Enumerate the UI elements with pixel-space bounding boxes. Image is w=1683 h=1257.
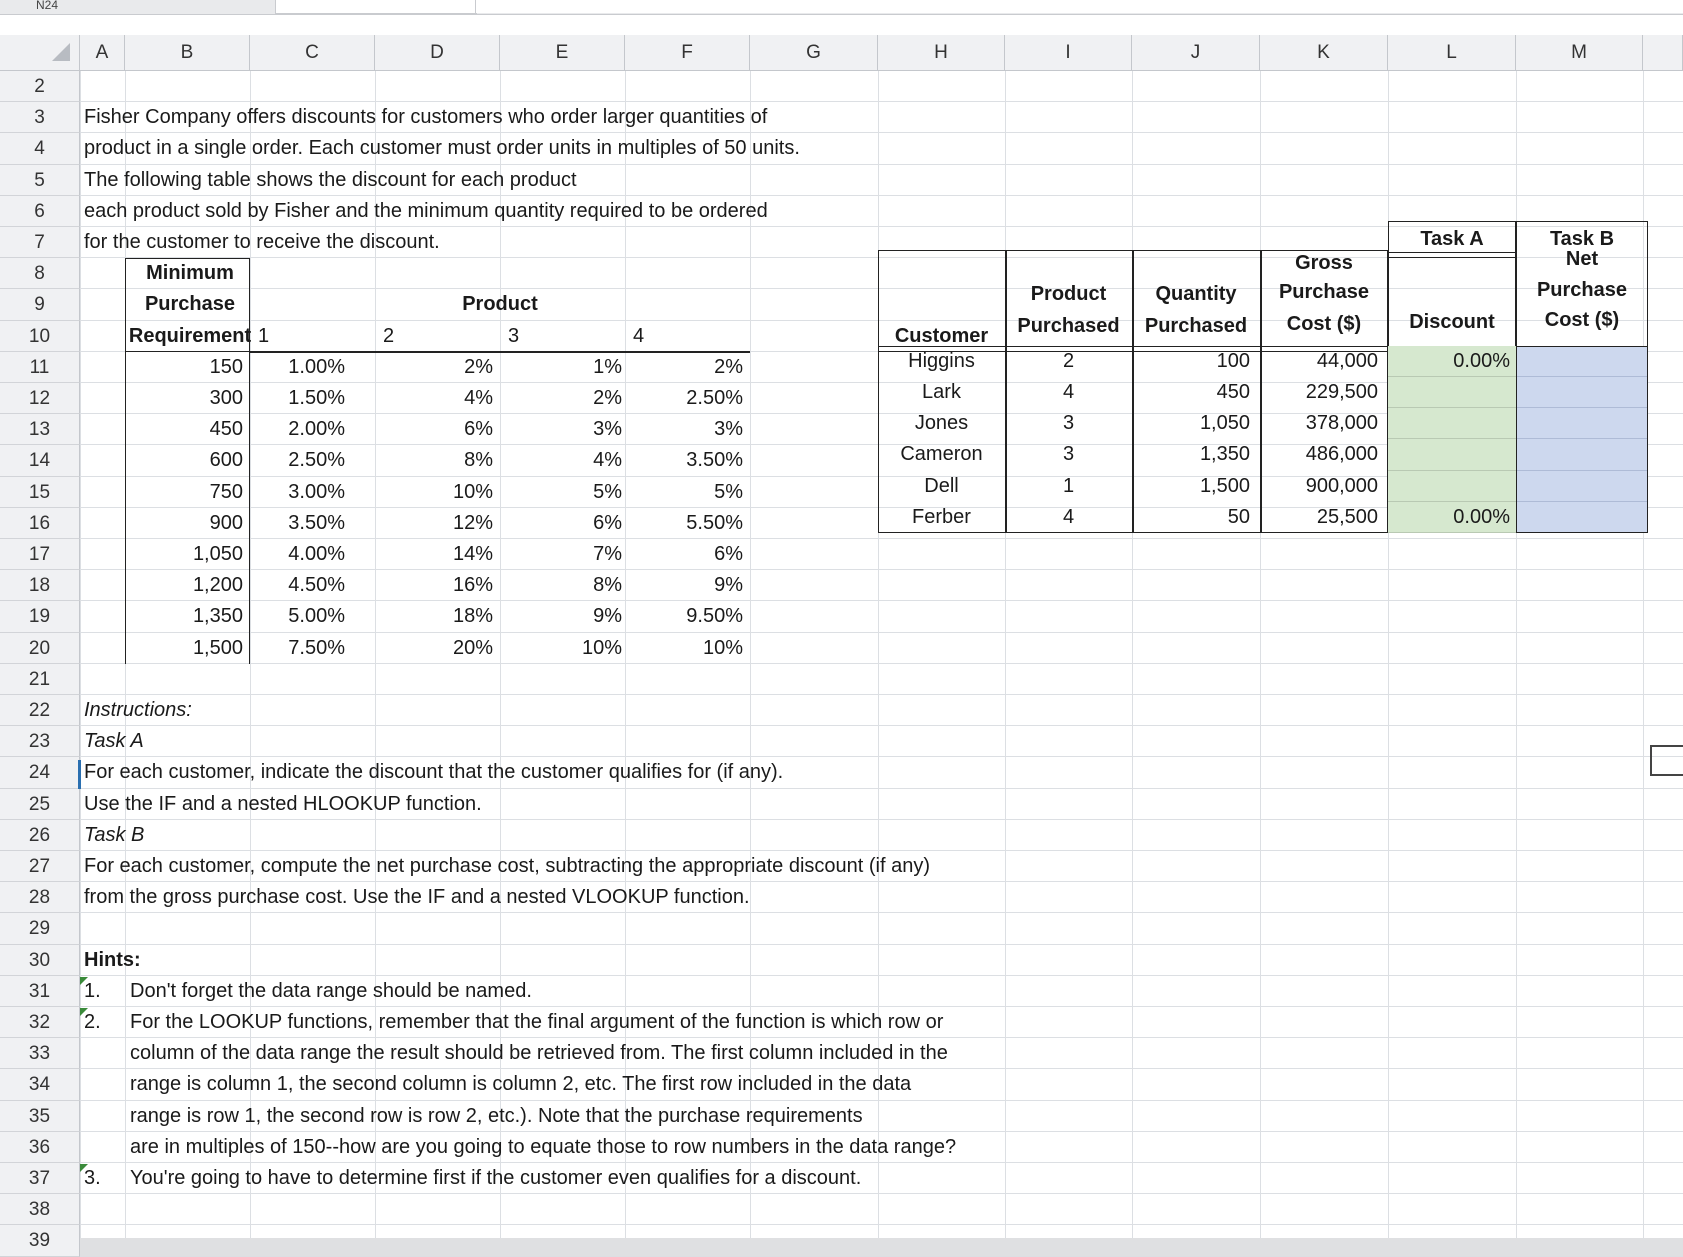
header-quantity-1: Quantity — [1155, 283, 1237, 306]
active-cell-n24[interactable] — [1650, 745, 1683, 776]
task-b-instruction: For each customer, compute the net purchase cost, subtracting the appropriate discount (if any) — [84, 855, 931, 877]
header-product: Product — [462, 293, 538, 316]
hint-text-line: You're going to have to determine first if the customer even qualifies for a discount. — [130, 1167, 862, 1189]
column-header-f[interactable]: F — [625, 35, 750, 71]
hint-number: 3. — [84, 1167, 101, 1189]
column-header-i[interactable]: I — [1005, 35, 1132, 71]
product-2-discount[interactable]: 2% — [464, 355, 493, 378]
hint-text-line: range is row 1, the second row is row 2, etc.). Note that the purchase requirements — [130, 1104, 863, 1127]
row-header-36[interactable]: 36 — [0, 1132, 80, 1163]
column-header-g[interactable]: G — [750, 35, 878, 71]
product-3-discount[interactable]: 7% — [593, 543, 622, 565]
error-indicator-icon[interactable] — [80, 1008, 88, 1016]
header-discount: Discount — [1409, 310, 1495, 333]
product-purchased[interactable]: 4 — [1062, 381, 1075, 403]
product-4-discount[interactable]: 3.50% — [686, 449, 743, 472]
discount-value[interactable]: 0.00% — [1453, 349, 1510, 372]
product-3-discount[interactable]: 4% — [593, 449, 622, 472]
row-header-9[interactable]: 9 — [0, 289, 80, 320]
customer-name[interactable]: Jones — [914, 412, 969, 435]
product-3-discount[interactable]: 3% — [593, 418, 622, 441]
customer-col-divider — [1005, 250, 1007, 533]
header-net-3: Cost ($) — [1544, 308, 1620, 331]
intro-text-line: for the customer to receive the discount. — [84, 231, 440, 253]
header-customer: Customer — [894, 324, 989, 347]
product-2-discount[interactable]: 12% — [452, 511, 493, 534]
row-header-38[interactable]: 38 — [0, 1194, 80, 1225]
task-a-instruction: Use the IF and a nested HLOOKUP function. — [84, 792, 482, 815]
product-1-discount[interactable]: 3.00% — [288, 480, 345, 503]
product-4-discount[interactable]: 9.50% — [686, 605, 743, 628]
error-indicator-icon[interactable] — [80, 977, 88, 985]
formula-bar — [0, 0, 1683, 15]
min-requirement-value[interactable]: 450 — [209, 418, 243, 441]
product-purchased[interactable]: 4 — [1062, 505, 1075, 528]
product-1-discount[interactable]: 4.00% — [288, 543, 345, 565]
row-header-15[interactable]: 15 — [0, 477, 80, 508]
product-purchased[interactable]: 3 — [1062, 412, 1075, 435]
customer-name[interactable]: Dell — [924, 474, 959, 497]
product-3-discount[interactable]: 6% — [593, 511, 622, 534]
column-header-m[interactable]: M — [1516, 35, 1643, 71]
product-1-discount[interactable]: 2.00% — [288, 418, 345, 441]
row-header-18[interactable]: 18 — [0, 570, 80, 601]
row-header-39[interactable]: 39 — [0, 1225, 80, 1256]
min-requirement-value[interactable]: 1,200 — [192, 574, 243, 597]
row-header-19[interactable]: 19 — [0, 601, 80, 632]
row-header-5[interactable]: 5 — [0, 165, 80, 196]
min-requirement-value[interactable]: 750 — [209, 480, 243, 503]
row-header-29[interactable]: 29 — [0, 913, 80, 944]
min-requirement-value[interactable]: 150 — [209, 355, 243, 378]
product-id-1: 1 — [258, 324, 270, 347]
intro-text-line: product in a single order. Each customer must order units in multiples of 50 units. — [84, 137, 800, 160]
gridline-h — [80, 944, 1683, 945]
gross-purchase-cost[interactable]: 229,500 — [1305, 381, 1378, 403]
min-requirement-value[interactable]: 1,350 — [192, 605, 243, 628]
header-quantity-2: Purchased — [1144, 314, 1248, 337]
product-3-discount[interactable]: 9% — [593, 605, 622, 628]
row-header-37[interactable]: 37 — [0, 1163, 80, 1194]
intro-text-line: The following table shows the discount for each product — [84, 168, 577, 191]
task-a-label: Task A — [1420, 228, 1484, 250]
min-req-header-box — [125, 258, 250, 352]
header-gross-1: Gross — [1295, 252, 1353, 275]
product-2-discount[interactable]: 14% — [452, 543, 493, 565]
gridline-h — [80, 694, 1683, 695]
product-2-discount[interactable]: 4% — [464, 387, 493, 409]
product-purchased[interactable]: 3 — [1062, 443, 1075, 466]
error-indicator-icon[interactable] — [80, 1164, 88, 1172]
row-header-10[interactable]: 10 — [0, 321, 80, 352]
gridline-v — [1260, 71, 1261, 1238]
row-header-23[interactable]: 23 — [0, 726, 80, 757]
hint-text-line: range is column 1, the second column is column 2, etc. The first row included in the data — [130, 1073, 912, 1096]
row-header-7[interactable]: 7 — [0, 227, 80, 258]
row-header-30[interactable]: 30 — [0, 945, 80, 976]
quantity-purchased[interactable]: 50 — [1227, 505, 1250, 528]
task-b-label: Task B — [1549, 228, 1615, 250]
product-1-discount[interactable]: 2.50% — [288, 449, 345, 472]
min-requirement-value[interactable]: 600 — [209, 449, 243, 472]
gross-purchase-cost[interactable]: 900,000 — [1305, 474, 1378, 497]
column-header-l[interactable]: L — [1388, 35, 1516, 71]
header-net-1: Net — [1565, 248, 1599, 271]
product-id-3: 3 — [508, 324, 520, 347]
task-b-title: Task B — [84, 823, 145, 846]
product-1-discount[interactable]: 4.50% — [288, 574, 345, 597]
row-header-22[interactable]: 22 — [0, 695, 80, 726]
hint-text-line: are in multiples of 150--how are you going to equate those to row numbers in the data range? — [130, 1135, 957, 1158]
gridline-v — [80, 71, 81, 1238]
discount-value[interactable] — [1388, 377, 1510, 408]
customer-name[interactable]: Ferber — [912, 505, 971, 528]
gridline-v — [1005, 71, 1006, 1238]
product-4-discount[interactable]: 5.50% — [686, 511, 743, 534]
row-header-17[interactable]: 17 — [0, 539, 80, 570]
discount-value[interactable] — [1388, 439, 1510, 470]
row-header-16[interactable]: 16 — [0, 508, 80, 539]
row-header-24[interactable]: 24 — [0, 757, 80, 788]
row-header-25[interactable]: 25 — [0, 789, 80, 820]
min-requirement-value[interactable]: 900 — [209, 511, 243, 534]
row-header-6[interactable]: 6 — [0, 196, 80, 227]
row-header-4[interactable]: 4 — [0, 133, 80, 164]
product-4-discount[interactable]: 6% — [714, 543, 743, 565]
customer-col-divider — [1132, 250, 1134, 533]
quantity-purchased[interactable]: 100 — [1216, 349, 1250, 372]
row-header-27[interactable]: 27 — [0, 851, 80, 882]
hint-text-line: column of the data range the result should be retrieved from. The first column included in the — [130, 1042, 948, 1065]
column-header-d[interactable]: D — [375, 35, 500, 71]
quantity-purchased[interactable]: 450 — [1216, 381, 1250, 403]
column-header-h[interactable]: H — [878, 35, 1005, 71]
product-purchased[interactable]: 2 — [1062, 349, 1075, 372]
hint-number: 1. — [84, 979, 101, 1002]
quantity-purchased[interactable]: 1,500 — [1199, 474, 1250, 497]
row-header-26[interactable]: 26 — [0, 820, 80, 851]
row-header-32[interactable]: 32 — [0, 1007, 80, 1038]
gross-purchase-cost[interactable]: 25,500 — [1316, 505, 1378, 528]
intro-text-line: each product sold by Fisher and the minimum quantity required to be ordered — [84, 199, 768, 222]
row-header-35[interactable]: 35 — [0, 1101, 80, 1132]
header-minimum: Minimum — [146, 262, 234, 285]
gridline-v — [1132, 71, 1133, 1238]
header-gross-2: Purchase — [1278, 281, 1370, 304]
product-purchased[interactable]: 1 — [1062, 474, 1075, 497]
product-3-discount[interactable]: 1% — [593, 355, 622, 378]
column-header-k[interactable]: K — [1260, 35, 1388, 71]
row-header-34[interactable]: 34 — [0, 1069, 80, 1100]
gridline-h — [80, 725, 1683, 726]
task-b-instruction: from the gross purchase cost. Use the IF and a nested VLOOKUP function. — [84, 886, 750, 909]
select-all-corner[interactable] — [0, 35, 80, 71]
product-1-discount[interactable]: 7.50% — [288, 636, 345, 659]
row-header-13[interactable]: 13 — [0, 414, 80, 445]
column-header-n[interactable] — [1643, 35, 1683, 71]
header-purchase: Purchase — [144, 293, 236, 316]
fx-button[interactable] — [275, 0, 477, 14]
customer-col-divider — [1260, 250, 1262, 533]
gridline-h — [80, 1256, 1683, 1257]
row-header-21[interactable]: 21 — [0, 664, 80, 695]
product-id-4: 4 — [633, 324, 645, 347]
column-header-j[interactable]: J — [1132, 35, 1260, 71]
column-header-c[interactable]: C — [250, 35, 375, 71]
task-a-instruction: For each customer, indicate the discount that the customer qualifies for (if any). — [84, 761, 784, 784]
hints-title: Hints: — [84, 948, 141, 971]
select-all-icon — [52, 43, 70, 61]
header-product-purchased-2: Purchased — [1017, 314, 1120, 337]
formula-input[interactable] — [475, 0, 1683, 13]
product-2-discount[interactable]: 18% — [452, 605, 493, 628]
row-header-14[interactable]: 14 — [0, 445, 80, 476]
product-4-discount[interactable]: 2.50% — [686, 387, 743, 409]
product-4-discount[interactable]: 3% — [714, 418, 743, 441]
intro-text-line: Fisher Company offers discounts for customers who order larger quantities of — [84, 106, 768, 129]
discount-value[interactable] — [1388, 471, 1510, 502]
row-header-20[interactable]: 20 — [0, 633, 80, 664]
min-requirement-value[interactable]: 1,050 — [192, 543, 243, 565]
product-3-discount[interactable]: 8% — [593, 574, 622, 597]
row-header-3[interactable]: 3 — [0, 102, 80, 133]
product-1-discount[interactable]: 1.00% — [288, 355, 345, 378]
customer-name[interactable]: Lark — [922, 381, 961, 403]
instructions-title: Instructions: — [84, 699, 192, 721]
min-requirement-value[interactable]: 1,500 — [192, 636, 243, 659]
gross-purchase-cost[interactable]: 44,000 — [1316, 349, 1378, 372]
discount-value[interactable] — [1388, 408, 1510, 439]
product-4-discount[interactable]: 10% — [702, 636, 743, 659]
column-header-a[interactable]: A — [80, 35, 125, 71]
gross-purchase-cost[interactable]: 486,000 — [1305, 443, 1378, 466]
product-4-discount[interactable]: 9% — [714, 574, 743, 597]
hint-text-line: For the LOOKUP functions, remember that the final argument of the function is which row or — [130, 1011, 944, 1033]
gridline-h — [80, 1224, 1683, 1225]
product-4-discount[interactable]: 5% — [714, 480, 743, 503]
quantity-purchased[interactable]: 1,350 — [1199, 443, 1250, 466]
product-2-discount[interactable]: 16% — [452, 574, 493, 597]
quantity-purchased[interactable]: 1,050 — [1199, 412, 1250, 435]
row-header-28[interactable]: 28 — [0, 882, 80, 913]
product-1-discount[interactable]: 1.50% — [288, 387, 345, 409]
row-header-11[interactable]: 11 — [0, 352, 80, 383]
selected-cell-indicator — [78, 760, 81, 789]
name-box[interactable]: N24 — [36, 0, 59, 12]
header-gross-3: Cost ($) — [1286, 312, 1362, 335]
net-data-box — [1516, 346, 1648, 533]
row-header-33[interactable]: 33 — [0, 1038, 80, 1069]
product-2-discount[interactable]: 8% — [464, 449, 493, 472]
product-3-discount[interactable]: 2% — [593, 387, 622, 409]
task-a-title: Task A — [84, 730, 144, 753]
product-1-discount[interactable]: 3.50% — [288, 511, 345, 534]
product-id-2: 2 — [383, 324, 395, 347]
product-2-discount[interactable]: 10% — [452, 480, 493, 503]
row-header-2[interactable]: 2 — [0, 71, 80, 102]
hint-text-line: Don't forget the data range should be named. — [130, 979, 532, 1002]
header-requirement: Requirement — [128, 324, 252, 347]
customer-name[interactable]: Higgins — [908, 349, 975, 372]
row-header-12[interactable]: 12 — [0, 383, 80, 414]
discount-value[interactable]: 0.00% — [1453, 505, 1510, 528]
min-requirement-value[interactable]: 300 — [209, 387, 243, 409]
hint-number: 2. — [84, 1011, 101, 1033]
gross-purchase-cost[interactable]: 378,000 — [1305, 412, 1378, 435]
product-2-discount[interactable]: 6% — [464, 418, 493, 441]
product-2-discount[interactable]: 20% — [452, 636, 493, 659]
row-header-8[interactable]: 8 — [0, 258, 80, 289]
product-4-discount[interactable]: 2% — [714, 355, 743, 378]
product-1-discount[interactable]: 5.00% — [288, 605, 345, 628]
header-net-2: Purchase — [1536, 279, 1628, 302]
customer-name[interactable]: Cameron — [900, 443, 983, 466]
column-header-e[interactable]: E — [500, 35, 625, 71]
product-3-discount[interactable]: 5% — [593, 480, 622, 503]
column-header-b[interactable]: B — [125, 35, 250, 71]
header-product-purchased-1: Product — [1030, 283, 1107, 306]
row-header-31[interactable]: 31 — [0, 976, 80, 1007]
product-3-discount[interactable]: 10% — [581, 636, 622, 659]
